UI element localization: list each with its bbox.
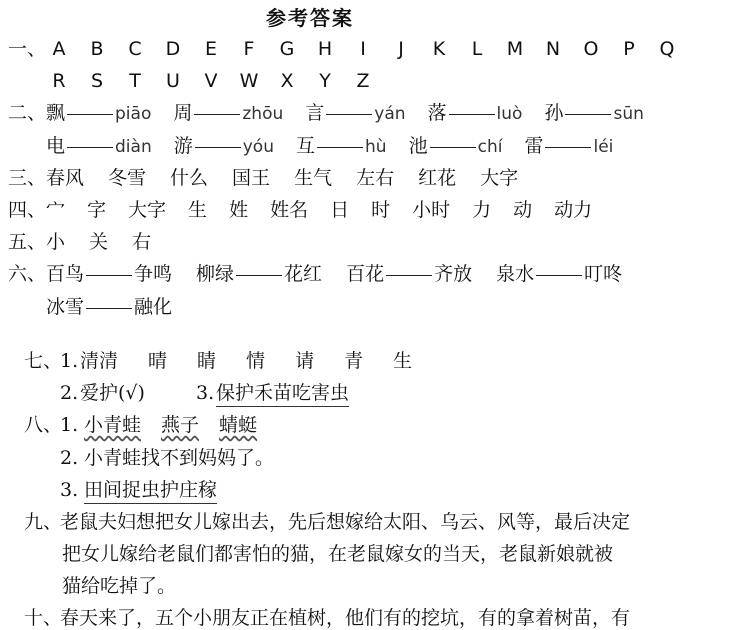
word: 动力 — [554, 199, 593, 221]
phrase-first: 冰雪 — [46, 296, 85, 318]
word: 情 — [246, 350, 266, 372]
word-list — [46, 166, 542, 190]
word: 红花 — [418, 167, 457, 189]
word: V — [204, 70, 218, 92]
character: 池 — [408, 135, 428, 157]
section-number: 六、 — [8, 263, 47, 285]
dash-line — [536, 275, 582, 276]
answer-text: 保护禾苗吃害虫 — [216, 381, 349, 407]
dash-line — [545, 147, 591, 148]
word: F — [243, 38, 255, 60]
word: 生 — [393, 350, 413, 372]
word: 动 — [513, 199, 533, 221]
word: H — [317, 38, 333, 60]
dash-line — [86, 275, 132, 276]
word: 右 — [132, 231, 152, 253]
character-pinyin-pair — [524, 134, 613, 159]
dash-line — [317, 147, 363, 148]
phrase-pair — [346, 262, 472, 286]
section-number: 五、 — [8, 231, 47, 253]
character: 言 — [305, 102, 325, 124]
phrase-first: 柳绿 — [196, 263, 235, 285]
character: 飘 — [46, 102, 66, 124]
word: P — [623, 38, 635, 60]
dash-line — [236, 275, 282, 276]
pinyin: sūn — [613, 104, 644, 124]
word: O — [583, 38, 599, 60]
dash-line — [67, 147, 113, 148]
word: S — [90, 70, 104, 92]
word: 小青蛙 — [84, 414, 142, 436]
word: N — [545, 38, 561, 60]
word: A — [52, 38, 66, 60]
character-pinyin-pair — [46, 134, 152, 159]
paragraph-line: 把女儿嫁给老鼠们都害怕的猫，在老鼠嫁女的当天，老鼠新娘就被 — [62, 543, 614, 565]
word: K — [432, 38, 446, 60]
character: 孙 — [544, 102, 564, 124]
word: 青 — [344, 350, 364, 372]
section-number: 七、 — [24, 350, 63, 372]
pinyin-row-1 — [46, 101, 666, 126]
word: 左右 — [356, 167, 395, 189]
word: 生 — [188, 199, 208, 221]
pinyin: chí — [477, 137, 503, 157]
word: 生气 — [294, 167, 333, 189]
pinyin: diàn — [115, 137, 152, 157]
phrase-first: 百鸟 — [46, 263, 85, 285]
word-list — [46, 198, 614, 222]
pinyin-row-2 — [46, 134, 635, 159]
word: E — [204, 38, 217, 60]
word: 国王 — [232, 167, 271, 189]
phrase-row-1 — [46, 262, 646, 286]
word: 姓名 — [270, 199, 309, 221]
letter-row-1 — [40, 37, 686, 61]
word: 关 — [89, 231, 109, 253]
phrase-first: 泉水 — [496, 263, 535, 285]
dash-line — [194, 114, 240, 115]
word: M — [506, 38, 524, 60]
character-pinyin-pair — [173, 101, 283, 126]
word: 请 — [295, 350, 315, 372]
phrase-second: 叮咚 — [584, 263, 623, 285]
answer-text: 田间捉虫护庄稼 — [84, 478, 217, 504]
phrase-row-2 — [46, 295, 196, 319]
answer-text: 爱护(√) — [80, 382, 145, 404]
answer-text: 小青蛙找不到妈妈了。 — [84, 447, 275, 469]
word: Q — [659, 38, 675, 60]
word-list — [84, 413, 277, 437]
word: 力 — [472, 199, 492, 221]
word-list — [46, 230, 175, 254]
pinyin: yán — [374, 104, 406, 124]
dash-line — [195, 147, 241, 148]
section-number: 三、 — [8, 167, 47, 189]
section-number: 十、 — [24, 607, 63, 629]
section-number: 九、 — [24, 511, 63, 533]
character-pinyin-pair — [428, 101, 523, 126]
word: D — [165, 38, 181, 60]
word: 蜻蜓 — [219, 414, 258, 436]
dash-line — [449, 114, 495, 115]
word: Y — [319, 70, 331, 92]
character: 落 — [427, 102, 447, 124]
paragraph-line: 老鼠夫妇想把女儿嫁出去，先后想嫁给太阳、乌云、风等，最后决定 — [60, 511, 631, 533]
word: 小 — [46, 231, 66, 253]
word: 清清 — [80, 350, 119, 372]
character: 雷 — [524, 135, 544, 157]
word: 日 — [330, 199, 350, 221]
item-number: 3. — [196, 382, 215, 404]
phrase-first: 百花 — [346, 263, 385, 285]
character-pinyin-pair — [174, 134, 274, 159]
word: 大字 — [128, 199, 167, 221]
phrase-pair — [46, 295, 172, 319]
pinyin: hù — [365, 137, 387, 157]
item-number: 1. — [60, 414, 79, 436]
word: L — [471, 38, 483, 60]
pinyin: piāo — [115, 104, 152, 124]
word: 时 — [371, 199, 391, 221]
word: 字 — [87, 199, 107, 221]
section-number: 八、 — [24, 414, 63, 436]
character: 互 — [296, 135, 316, 157]
word: Z — [356, 70, 370, 92]
word: B — [90, 38, 104, 60]
letter-row-2 — [40, 69, 382, 93]
character-pinyin-pair — [46, 101, 151, 126]
character: 游 — [173, 135, 193, 157]
phrase-pair — [496, 262, 622, 286]
item-number: 3. — [60, 479, 79, 501]
word: X — [280, 70, 294, 92]
pinyin: léi — [593, 137, 614, 157]
word: 春风 — [46, 167, 85, 189]
word: U — [166, 70, 180, 92]
phrase-second: 花红 — [284, 263, 323, 285]
character: 电 — [46, 135, 66, 157]
word: 冬雪 — [108, 167, 147, 189]
pinyin: luò — [496, 104, 523, 124]
phrase-pair — [46, 262, 172, 286]
word-list — [80, 349, 442, 373]
word: 宀 — [46, 199, 66, 221]
phrase-second: 齐放 — [434, 263, 473, 285]
word: 晴 — [148, 350, 168, 372]
dash-line — [430, 147, 476, 148]
word: I — [360, 38, 366, 60]
page-title: 参考答案 — [266, 6, 354, 30]
paragraph-line: 春天来了，五个小朋友正在植树，他们有的挖坑，有的拿着树苗，有 — [60, 607, 631, 629]
word: G — [279, 38, 295, 60]
word: 姓 — [229, 199, 249, 221]
character: 周 — [173, 102, 193, 124]
character-pinyin-pair — [544, 101, 643, 126]
dash-line — [67, 114, 113, 115]
item-number: 1. — [60, 350, 79, 372]
section-number: 四、 — [8, 199, 47, 221]
word: 睛 — [197, 350, 217, 372]
phrase-second: 争鸣 — [134, 263, 173, 285]
phrase-pair — [196, 262, 322, 286]
phrase-second: 融化 — [134, 296, 173, 318]
pinyin: zhōu — [242, 104, 284, 124]
word: 什么 — [170, 167, 209, 189]
word: T — [129, 70, 141, 92]
section-number: 二、 — [8, 102, 47, 124]
dash-line — [326, 114, 372, 115]
word: C — [128, 38, 142, 60]
word: J — [398, 38, 404, 60]
word: 燕子 — [161, 414, 200, 436]
item-number: 2. — [60, 382, 79, 404]
word: 大字 — [480, 167, 519, 189]
word: W — [239, 70, 259, 92]
character-pinyin-pair — [409, 134, 503, 159]
item-number: 2. — [60, 447, 79, 469]
dash-line — [565, 114, 611, 115]
paragraph-line: 猫给吃掉了。 — [62, 575, 177, 597]
word: 小时 — [412, 199, 451, 221]
dash-line — [386, 275, 432, 276]
word: R — [52, 70, 66, 92]
character-pinyin-pair — [305, 101, 405, 126]
character-pinyin-pair — [296, 134, 387, 159]
dash-line — [86, 308, 132, 309]
section-number: 一、 — [8, 38, 47, 60]
pinyin: yóu — [242, 137, 274, 157]
